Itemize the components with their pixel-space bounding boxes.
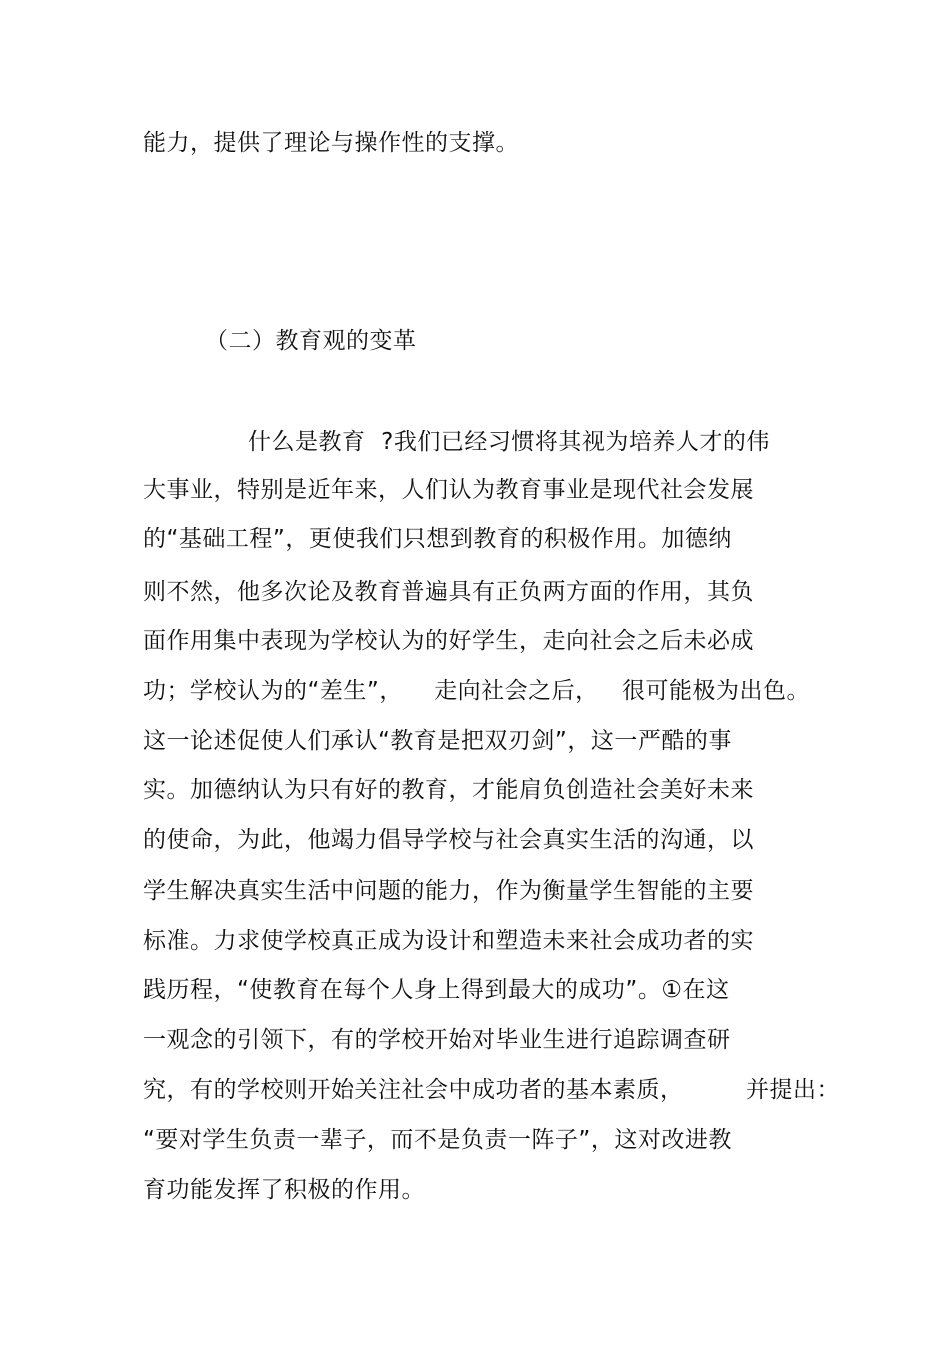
intro-tail-text: 能力，提供了理论与操作性的支撑。 [143,130,519,156]
paragraph-line: 这一论述促使人们承认“教育是把双刃剑”，这一严酷的事 [143,728,732,754]
paragraph-line: 的使命，为此，他竭力倡导学校与社会真实生活的沟通，以 [143,827,754,853]
paragraph-line: 大事业，特别是近年来，人们认为教育事业是现代社会发展 [143,477,754,503]
paragraph-line: 践历程，“使教育在每个人身上得到最大的成功”。①在这 [143,977,730,1003]
paragraph-line: 面作用集中表现为学校认为的好学生，走向社会之后未必成 [143,628,754,654]
paragraph-line: 实。加德纳认为只有好的教育，才能肩负创造社会美好未来 [143,777,754,803]
paragraph-line: 什么是教育 ?我们已经习惯将其视为培养人才的伟 [248,429,770,455]
paragraph-line: 一观念的引领下，有的学校开始对毕业生进行追踪调查研 [143,1027,731,1053]
section-heading: （二）教育观的变革 [205,328,417,354]
paragraph-line: 标准。力求使学校真正成为设计和塑造未来社会成功者的实 [143,928,754,954]
paragraph-line: 功；学校认为的“差生”， 走向社会之后， 很可能极为出色。 [143,678,811,704]
paragraph-line: 学生解决真实生活中问题的能力，作为衡量学生智能的主要 [143,878,754,904]
paragraph-line: 的“基础工程”，更使我们只想到教育的积极作用。加德纳 [143,526,732,552]
paragraph-line: “要对学生负责一辈子，而不是负责一阵子”，这对改进教 [143,1127,732,1153]
paragraph-line: 则不然，他多次论及教育普遍具有正负两方面的作用，其负 [143,579,754,605]
paragraph-line: 究，有的学校则开始关注社会中成功者的基本素质， 并提出： [143,1077,840,1103]
paragraph-line: 育功能发挥了积极的作用。 [143,1177,425,1203]
